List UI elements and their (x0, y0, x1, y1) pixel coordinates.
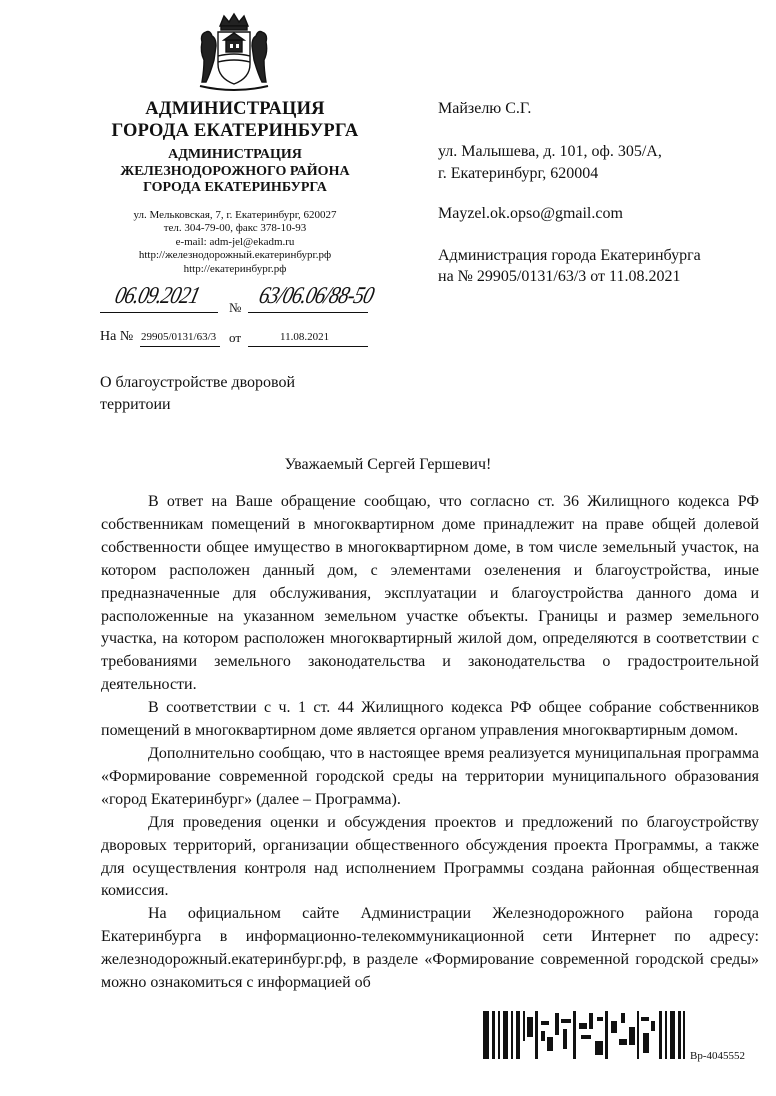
addressee-ref1: Администрация города Екатеринбурга (438, 247, 701, 264)
coat-of-arms-emblem (196, 12, 272, 94)
org-sub2: ЖЕЛЕЗНОДОРОЖНОГО РАЙОНА (120, 163, 350, 179)
contact-site2: http://екатеринбург.рф (183, 262, 287, 275)
org-sub3: ГОРОДА ЕКАТЕРИНБУРГА (143, 180, 327, 196)
org-sub1: АДМИНИСТРАЦИЯ (168, 147, 302, 162)
addressee-ref2: на № 29905/0131/63/3 от 11.08.2021 (438, 268, 681, 285)
number-label: № (229, 300, 242, 315)
subject-line2: территоии (100, 396, 171, 414)
handwritten-date: 06.09.2021 (112, 283, 203, 309)
letter-body (101, 491, 759, 995)
barcode-number: Вр-4045552 (690, 1050, 745, 1062)
greeting: Уважаемый Сергей Гершевич! (284, 456, 492, 473)
addressee-address2: г. Екатеринбург, 620004 (438, 165, 599, 182)
org-line1: АДМИНИСТРАЦИЯ (145, 99, 325, 119)
paragraph: Для проведения оценки и обсуждения проектов и предложений по благоустройству дворовых территорий, организации общественного обсуждения проекта Программы, а также для осуществления контроля над исполнением Программы создана районная общественная комиссия. (101, 813, 759, 900)
addressee-email: Mayzel.ok.opso@gmail.com (438, 205, 623, 222)
paragraph: В соответствии с ч. 1 ст. 44 Жилищного кодекса РФ общее собрание собственников помещений в многоквартирном доме является органом управления многоквартирным домом. (101, 699, 759, 740)
contact-phone: тел. 304-79-00, факс 378-10-93 (163, 222, 307, 235)
from-label: от (229, 330, 242, 345)
organization-header (70, 99, 400, 143)
contact-email: e-mail: adm-jel@ekadm.ru (175, 235, 295, 248)
paragraph: Дополнительно сообщаю, что в настоящее время реализуется муниципальная программа «Формирование современной городской среды на территории муниципального образования «город Екатеринбург» (далее – Программа). (101, 744, 759, 808)
addressee-name: Майзелю С.Г. (438, 100, 532, 117)
contacts-block (70, 209, 400, 276)
contact-site1: http://железнодорожный.екатеринбург.рф (138, 249, 332, 262)
reply-label: На № (100, 329, 134, 344)
paragraph: В ответ на Ваше обращение сообщаю, что согласно ст. 36 Жилищного кодекса РФ собственникам помещений в многоквартирном доме принадлежит на праве общей долевой собственности общее имущество в многоквартирном доме, в том числе земельный участок, на котором расположен данный дом, с элементами озеленения и благоустройства, иные предназначенные для обслуживания, эксплуатации и благоустройства данного дома и расположенные на указанном земельном участке объекты. Границы и размер земельного участка, на котором расположен многоквартирный жилой дом, определяются в соответствии с требованиями земельного законодательства и законодательства о градостроительной деятельности. (101, 493, 759, 694)
reply-date: 11.08.2021 (280, 331, 330, 343)
letter-subject (100, 372, 295, 417)
org-line2: ГОРОДА ЕКАТЕРИНБУРГА (111, 120, 359, 141)
reply-number: 29905/0131/63/3 (141, 331, 217, 343)
subject-line1: О благоустройстве дворовой (100, 374, 296, 391)
organization-subheader (70, 147, 400, 197)
addressee-address1: ул. Малышева, д. 101, оф. 305/А, (438, 143, 662, 160)
handwritten-number: 63/06.06/88-50 (256, 283, 377, 309)
paragraph: На официальном сайте Администрации Железнодорожного района города Екатеринбурга в информационно-телекоммуникационной сети Интернет по адресу: железнодорожный.екатеринбург.рф, в разделе «Формирование современной городской среды» можно ознакомиться с информацией об (101, 905, 759, 992)
document-barcode (483, 1011, 685, 1059)
contact-address: ул. Мельковская, 7, г. Екатеринбург, 620027 (133, 209, 337, 221)
